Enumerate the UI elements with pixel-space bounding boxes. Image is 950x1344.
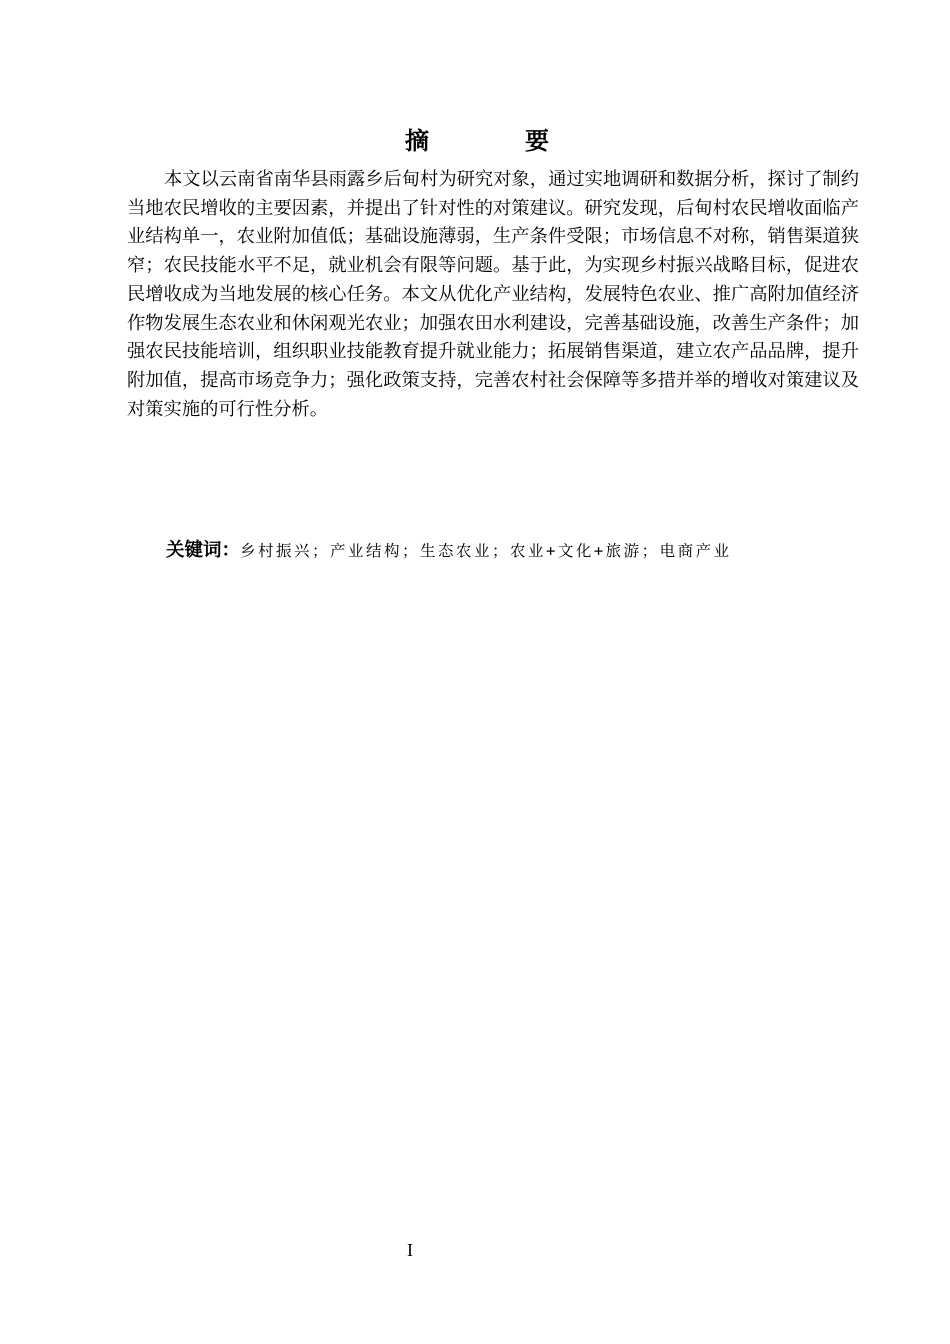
keywords-line: [166, 538, 866, 564]
keywords-text: 乡村振兴；产业结构；生态农业；农业+文化+旅游；电商产业: [240, 542, 732, 560]
keywords-label: 关键词：: [166, 540, 241, 561]
abstract-body: 本文以云南省南华县雨露乡后甸村为研究对象，通过实地调研和数据分析，探讨了制约当地农民增收的主要因素，并提出了针对性的对策建议。研究发现，后甸村农民增收面临产业结构单一，农业附加值低；基础设施薄弱，生产条件受限；市场信息不对称，销售渠道狭窄；农民技能水平不足，就业机会有限等问题。基于此，为实现乡村振兴战略目标，促进农民增收成为当地发展的核心任务。本文从优化产业结构，发展特色农业、推广高附加值经济作物发展生态农业和休闲观光农业；加强农田水利建设，完善基础设施，改善生产条件；加强农民技能培训，组织职业技能教育提升就业能力；拓展销售渠道，建立农产品品牌，提升附加值，提高市场竞争力；强化政策支持，完善农村社会保障等多措并举的增收对策建议及对策实施的可行性分析。: [127, 169, 859, 420]
page-number: I: [407, 1240, 413, 1260]
abstract-title: 摘 要: [405, 127, 585, 155]
